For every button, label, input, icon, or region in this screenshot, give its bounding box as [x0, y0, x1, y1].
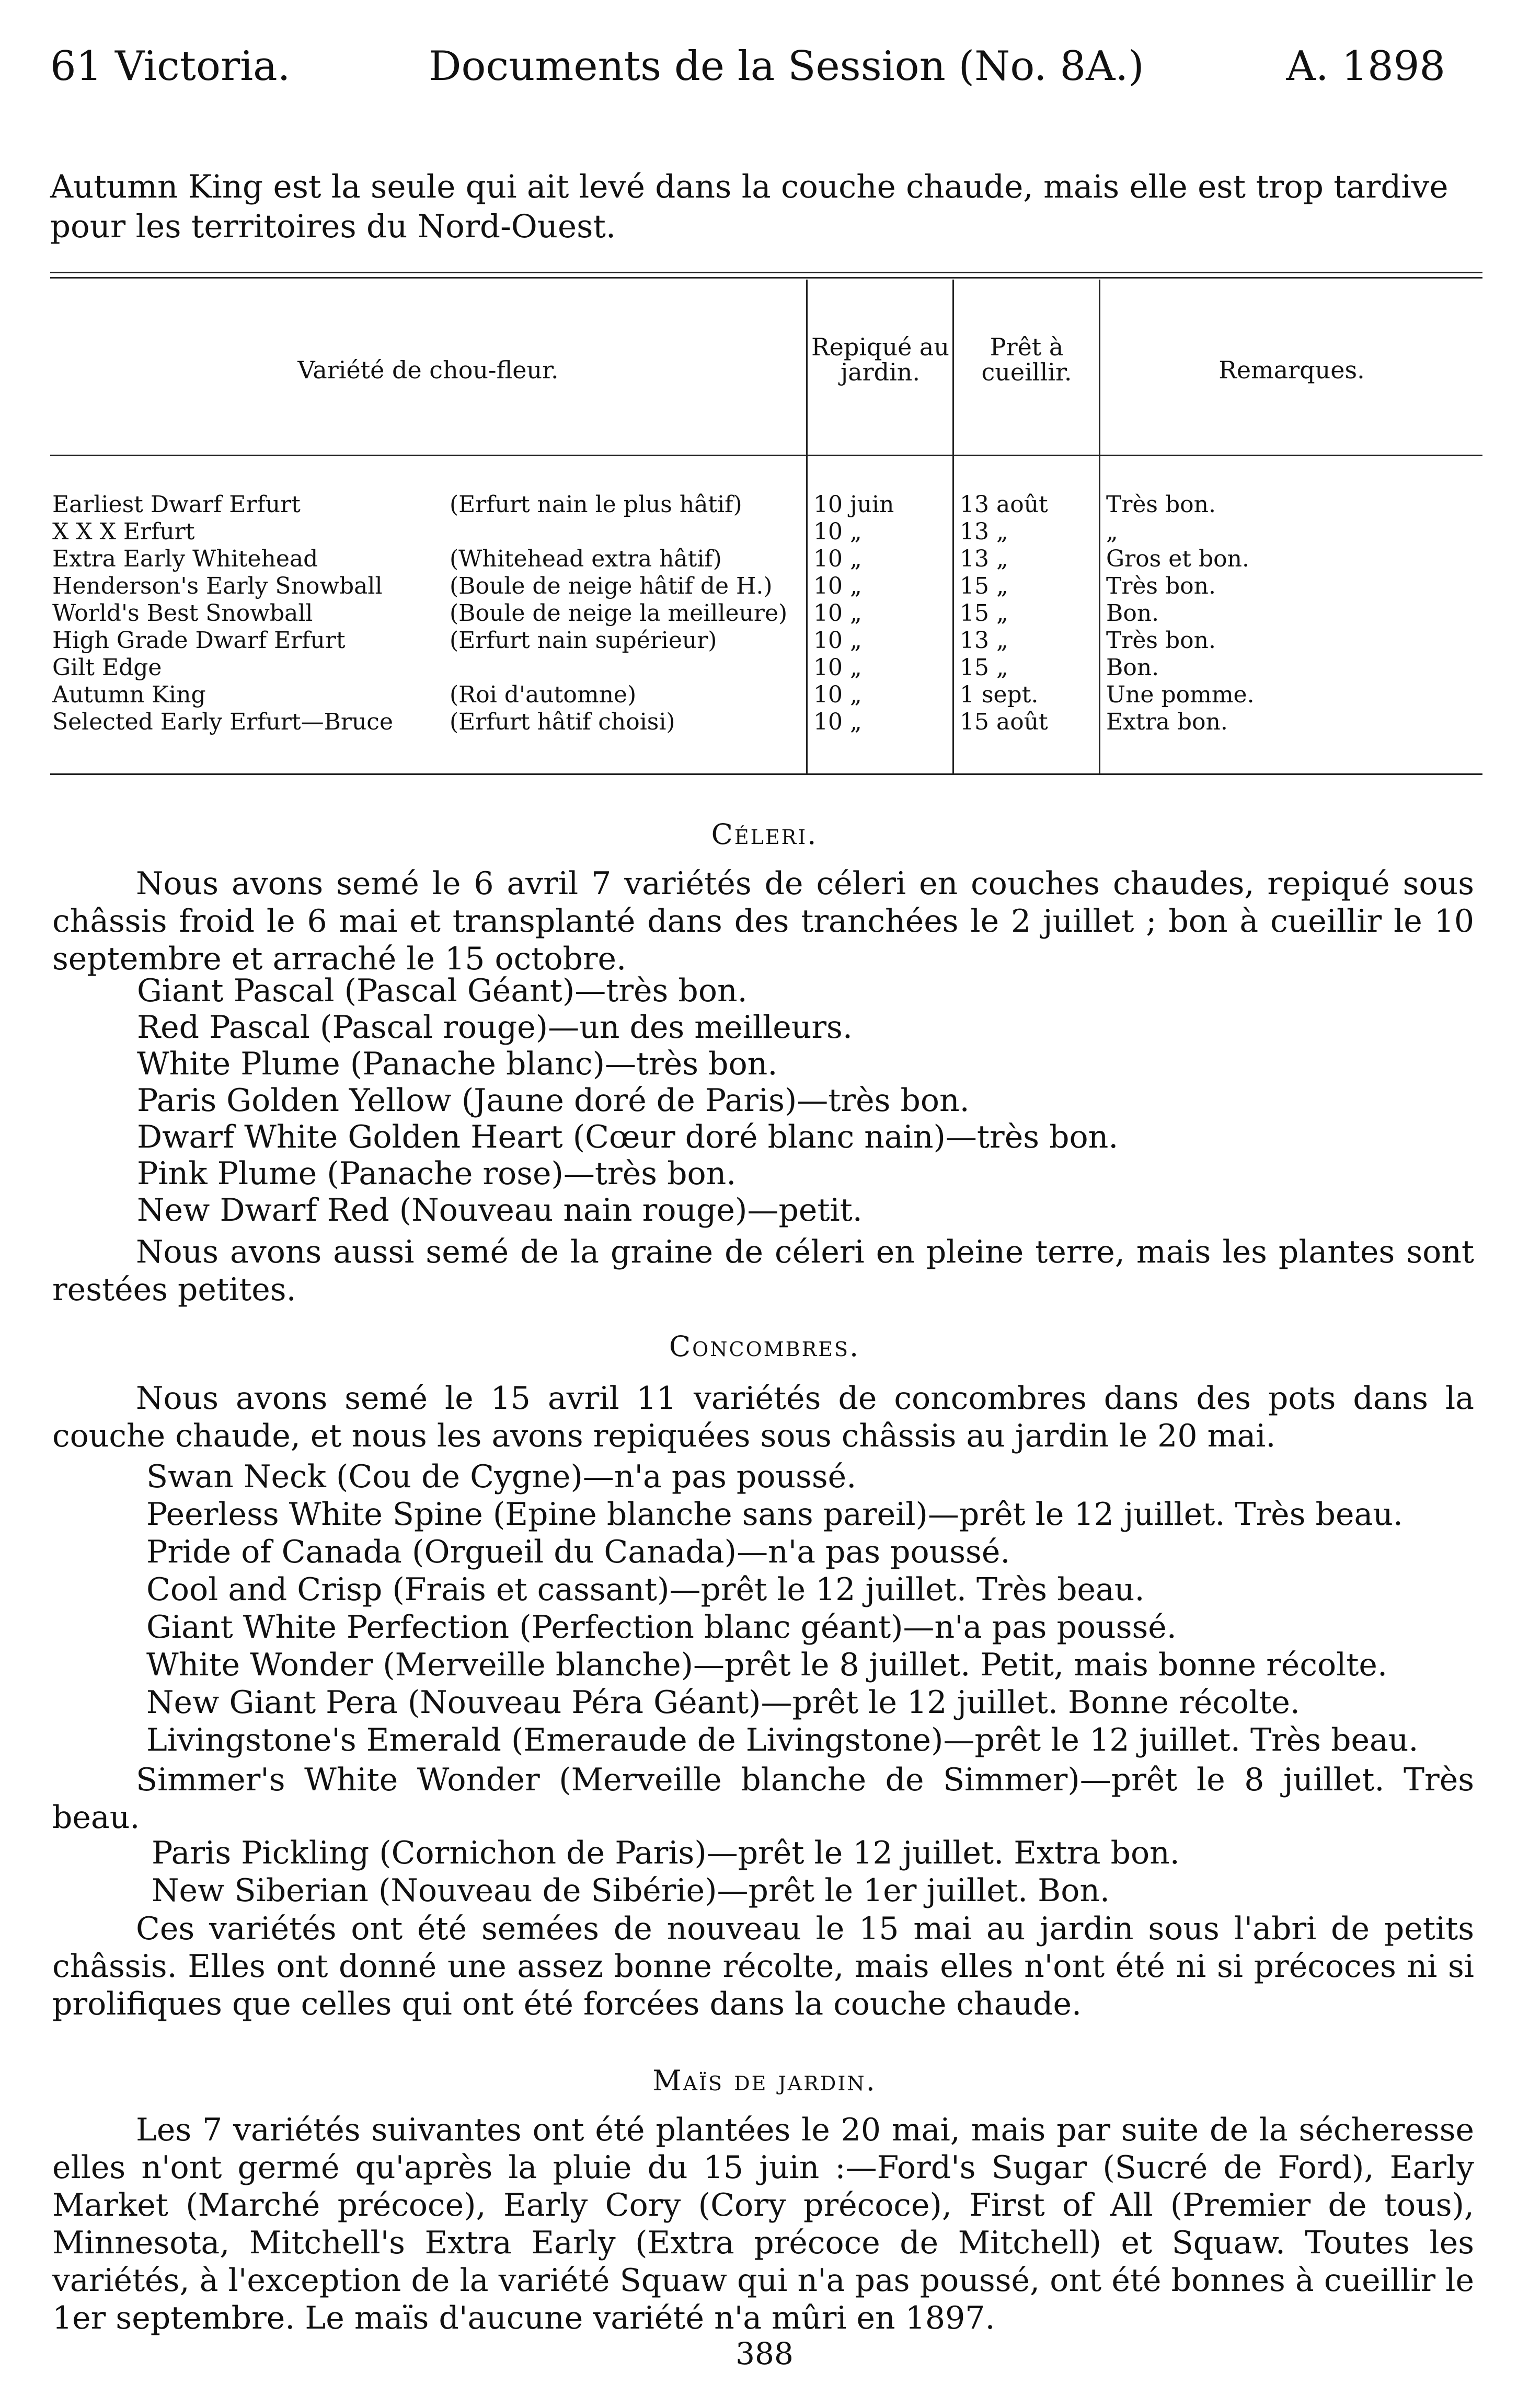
- table-top-rule-2: [50, 277, 1482, 279]
- table-column-divider: [806, 280, 808, 773]
- concombres-simmer-line: Simmer's White Wonder (Merveille blanche de Simmer)—prêt le 8 juillet. Très beau.: [52, 1762, 1474, 1836]
- table-row-pret: 15 août: [960, 709, 1048, 735]
- list-item: Swan Neck (Cou de Cygne)—n'a pas poussé.: [146, 1458, 857, 1495]
- list-item: Red Pascal (Pascal rouge)—un des meilleurs.: [137, 1009, 853, 1046]
- table-row-variety: Autumn King: [52, 681, 206, 708]
- list-item: New Dwarf Red (Nouveau nain rouge)—petit.: [137, 1192, 863, 1229]
- list-item: Dwarf White Golden Heart (Cœur doré blanc nain)—très bon.: [137, 1119, 1119, 1155]
- table-row-repique: 10 „: [813, 681, 862, 708]
- table-row-remark: Très bon.: [1106, 627, 1216, 654]
- table-header-repique: Repiqué au jardin.: [811, 333, 949, 386]
- list-item: Pride of Canada (Orgueil du Canada)—n'a pas poussé.: [146, 1534, 1010, 1570]
- table-row-repique: 10 juin: [813, 491, 894, 518]
- table-row-pret: 13 „: [960, 627, 1008, 654]
- intro-paragraph: Autumn King est la seule qui ait levé dans la couche chaude, mais elle est trop tardive pour les territoires du Nord-Ouest.: [50, 168, 1448, 245]
- table-row-variety: Gilt Edge: [52, 654, 162, 681]
- table-row-remark: Gros et bon.: [1106, 546, 1249, 572]
- table-header-variety: Variété de chou-fleur.: [297, 356, 559, 384]
- table-column-divider: [952, 280, 954, 773]
- mais-paragraph: Les 7 variétés suivantes ont été plantées le 20 mai, mais par suite de la sécheresse elles n'ont germé qu'après la pluie du 15 juin :—Ford's Sugar (Sucré de Ford), Early Market (Marché précoce), Early Cory (Cory précoce), First of All (Premier de tous), Minnesota, Mitchell's Extra Early (Extra précoce de Mitchell) et Squaw. Toutes les variétés, à l'exception de la variété Squaw qui n'a pas poussé, ont été bonnes à cueillir le 1er septembre. Le maïs d'aucune variété n'a mûri en 1897.: [52, 2112, 1474, 2336]
- table-row-repique: 10 „: [813, 573, 862, 599]
- table-row-variety: Henderson's Early Snowball: [52, 573, 383, 599]
- section-title-mais: Maïs de jardin.: [652, 2064, 877, 2097]
- table-row-pret: 13 août: [960, 491, 1048, 518]
- table-row-repique: 10 „: [813, 518, 862, 545]
- table-row-variety: Selected Early Erfurt—Bruce: [52, 709, 393, 735]
- table-row-french-name: (Whitehead extra hâtif): [450, 546, 722, 572]
- list-item: New Giant Pera (Nouveau Péra Géant)—prêt le 12 juillet. Bonne récolte.: [146, 1684, 1300, 1721]
- table-row-variety: Extra Early Whitehead: [52, 546, 318, 572]
- list-item: Peerless White Spine (Epine blanche sans pareil)—prêt le 12 juillet. Très beau.: [146, 1496, 1403, 1533]
- table-column-divider: [1099, 280, 1100, 773]
- table-row-pret: 13 „: [960, 518, 1008, 545]
- table-row-repique: 10 „: [813, 600, 862, 627]
- table-row-french-name: (Boule de neige hâtif de H.): [450, 573, 773, 599]
- section-title-celeri: Céleri.: [711, 818, 818, 851]
- table-row-pret: 1 sept.: [960, 681, 1039, 708]
- table-row-pret: 15 „: [960, 600, 1008, 627]
- list-item: Livingstone's Emerald (Emeraude de Livingstone)—prêt le 12 juillet. Très beau.: [146, 1722, 1419, 1758]
- table-row-french-name: (Erfurt nain le plus hâtif): [450, 491, 742, 518]
- table-row-french-name: (Roi d'automne): [450, 681, 637, 708]
- list-item: Cool and Crisp (Frais et cassant)—prêt le 12 juillet. Très beau.: [146, 1571, 1145, 1608]
- list-item: Giant Pascal (Pascal Géant)—très bon.: [137, 973, 748, 1009]
- list-item: Giant White Perfection (Perfection blanc géant)—n'a pas poussé.: [146, 1609, 1177, 1646]
- list-item: White Plume (Panache blanc)—très bon.: [137, 1046, 778, 1082]
- table-bottom-rule: [50, 773, 1482, 775]
- table-row-pret: 15 „: [960, 654, 1008, 681]
- list-item: Paris Pickling (Cornichon de Paris)—prêt le 12 juillet. Extra bon.: [152, 1835, 1180, 1871]
- header-year: A. 1898: [1286, 43, 1445, 90]
- list-item: Paris Golden Yellow (Jaune doré de Paris)—très bon.: [137, 1082, 970, 1119]
- table-row-remark: „: [1106, 518, 1118, 545]
- list-item: Pink Plume (Panache rose)—très bon.: [137, 1155, 737, 1192]
- celeri-outro-paragraph: Nous avons aussi semé de la graine de céleri en pleine terre, mais les plantes sont restées petites.: [52, 1234, 1474, 1308]
- table-header-remarques: Remarques.: [1218, 356, 1365, 384]
- table-row-repique: 10 „: [813, 709, 862, 735]
- table-row-french-name: (Boule de neige la meilleure): [450, 600, 788, 627]
- table-row-variety: Earliest Dwarf Erfurt: [52, 491, 301, 518]
- table-row-french-name: (Erfurt nain supérieur): [450, 627, 717, 654]
- header-document-title: Documents de la Session (No. 8A.): [429, 43, 1144, 90]
- table-row-remark: Très bon.: [1106, 573, 1216, 599]
- table-row-variety: X X X Erfurt: [52, 518, 195, 545]
- table-header-pret: Prêt à cueillir.: [981, 333, 1072, 386]
- table-row-variety: World's Best Snowball: [52, 600, 313, 627]
- table-row-french-name: (Erfurt hâtif choisi): [450, 709, 675, 735]
- table-row-remark: Une pomme.: [1106, 681, 1255, 708]
- table-row-remark: Bon.: [1106, 600, 1159, 627]
- concombres-outro-paragraph: Ces variétés ont été semées de nouveau le 15 mai au jardin sous l'abri de petits châssis. Elles ont donné une assez bonne récolte, mais elles n'ont été ni si précoces ni si prolifiques que celles qui ont été forcées dans la couche chaude.: [52, 1911, 1474, 2022]
- header-session-year: 61 Victoria.: [50, 43, 291, 90]
- concombres-intro-paragraph: Nous avons semé le 15 avril 11 variétés de concombres dans des pots dans la couche chaude, et nous les avons repiquées sous châssis au jardin le 20 mai.: [52, 1380, 1474, 1454]
- list-item: New Siberian (Nouveau de Sibérie)—prêt le 1er juillet. Bon.: [152, 1872, 1110, 1909]
- table-row-remark: Extra bon.: [1106, 709, 1228, 735]
- celeri-intro-paragraph: Nous avons semé le 6 avril 7 variétés de céleri en couches chaudes, repiqué sous châssis froid le 6 mai et transplanté dans des tranchées le 2 juillet ; bon à cueillir le 10 septembre et arraché le 15 octobre.: [52, 865, 1474, 977]
- table-row-repique: 10 „: [813, 627, 862, 654]
- table-row-variety: High Grade Dwarf Erfurt: [52, 627, 346, 654]
- table-row-remark: Bon.: [1106, 654, 1159, 681]
- table-row-pret: 13 „: [960, 546, 1008, 572]
- table-row-pret: 15 „: [960, 573, 1008, 599]
- table-row-repique: 10 „: [813, 546, 862, 572]
- table-row-remark: Très bon.: [1106, 491, 1216, 518]
- list-item: White Wonder (Merveille blanche)—prêt le 8 juillet. Petit, mais bonne récolte.: [146, 1647, 1388, 1683]
- page-number: 388: [735, 2336, 794, 2371]
- table-row-repique: 10 „: [813, 654, 862, 681]
- table-header-rule: [50, 455, 1482, 456]
- section-title-concombres: Concombres.: [669, 1330, 860, 1363]
- table-top-rule: [50, 272, 1482, 273]
